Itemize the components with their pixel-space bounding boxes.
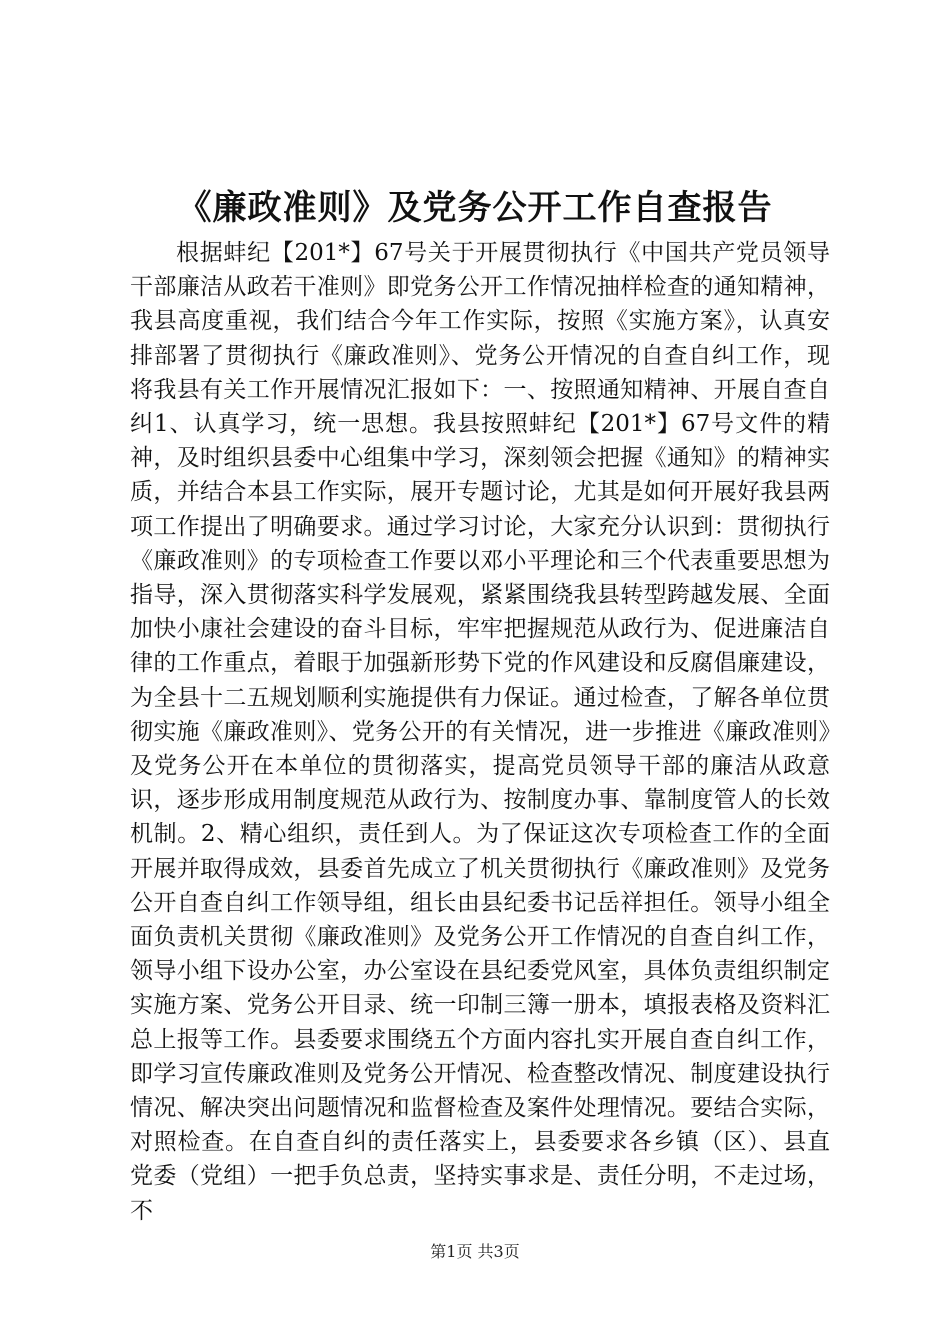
- page-number-footer: 第1页 共3页: [430, 1242, 520, 1261]
- document-body: 根据蚌纪【201*】67号关于开展贯彻执行《中国共产党员领导干部廉洁从政若干准则》即党务公开工作情况抽样检查的通知精神，我县高度重视，我们结合今年工作实际，按照《实施方案》，认真安排部署了贯彻执行《廉政准则》、党务公开情况的自查自纠工作，现将我县有关工作开展情况汇报如下：一、按照通知精神、开展自查自纠1、认真学习，统一思想。我县按照蚌纪【201*】67号文件的精神，及时组织县委中心组集中学习，深刻领会把握《通知》的精神实质，并结合本县工作实际，展开专题讨论，尤其是如何开展好我县两项工作提出了明确要求。通过学习讨论，大家充分认识到：贯彻执行《廉政准则》的专项检查工作要以邓小平理论和三个代表重要思想为指导，深入贯彻落实科学发展观，紧紧围绕我县转型跨越发展、全面加快小康社会建设的奋斗目标，牢牢把握规范从政行为、促进廉洁自律的工作重点，着眼于加强新形势下党的作风建设和反腐倡廉建设，为全县十二五规划顺利实施提供有力保证。通过检查，了解各单位贯彻实施《廉政准则》、党务公开的有关情况，进一步推进《廉政准则》及党务公开在本单位的贯彻落实，提高党员领导干部的廉洁从政意识，逐步形成用制度规范从政行为、按制度办事、靠制度管人的长效机制。2、精心组织，责任到人。为了保证这次专项检查工作的全面开展并取得成效，县委首先成立了机关贯彻执行《廉政准则》及党务公开自查自纠工作领导组，组长由县纪委书记岳祥担任。领导小组全面负责机关贯彻《廉政准则》及党务公开工作情况的自查自纠工作，领导小组下设办公室，办公室设在县纪委党风室，具体负责组织制定实施方案、党务公开目录、统一印制三簿一册本，填报表格及资料汇总上报等工作。县委要求围绕五个方面内容扎实开展自查自纠工作，即学习宣传廉政准则及党务公开情况、检查整改情况、制度建设执行情况、解决突出问题情况和监督检查及案件处理情况。要结合实际，对照检查。在自查自纠的责任落实上，县委要求各乡镇（区）、县直党委（党组）一把手负总责，坚持实事求是、责任分明，不走过场，不: [130, 240, 830, 1224]
- document-title: 《廉政准则》及党务公开工作自查报告: [177, 188, 773, 228]
